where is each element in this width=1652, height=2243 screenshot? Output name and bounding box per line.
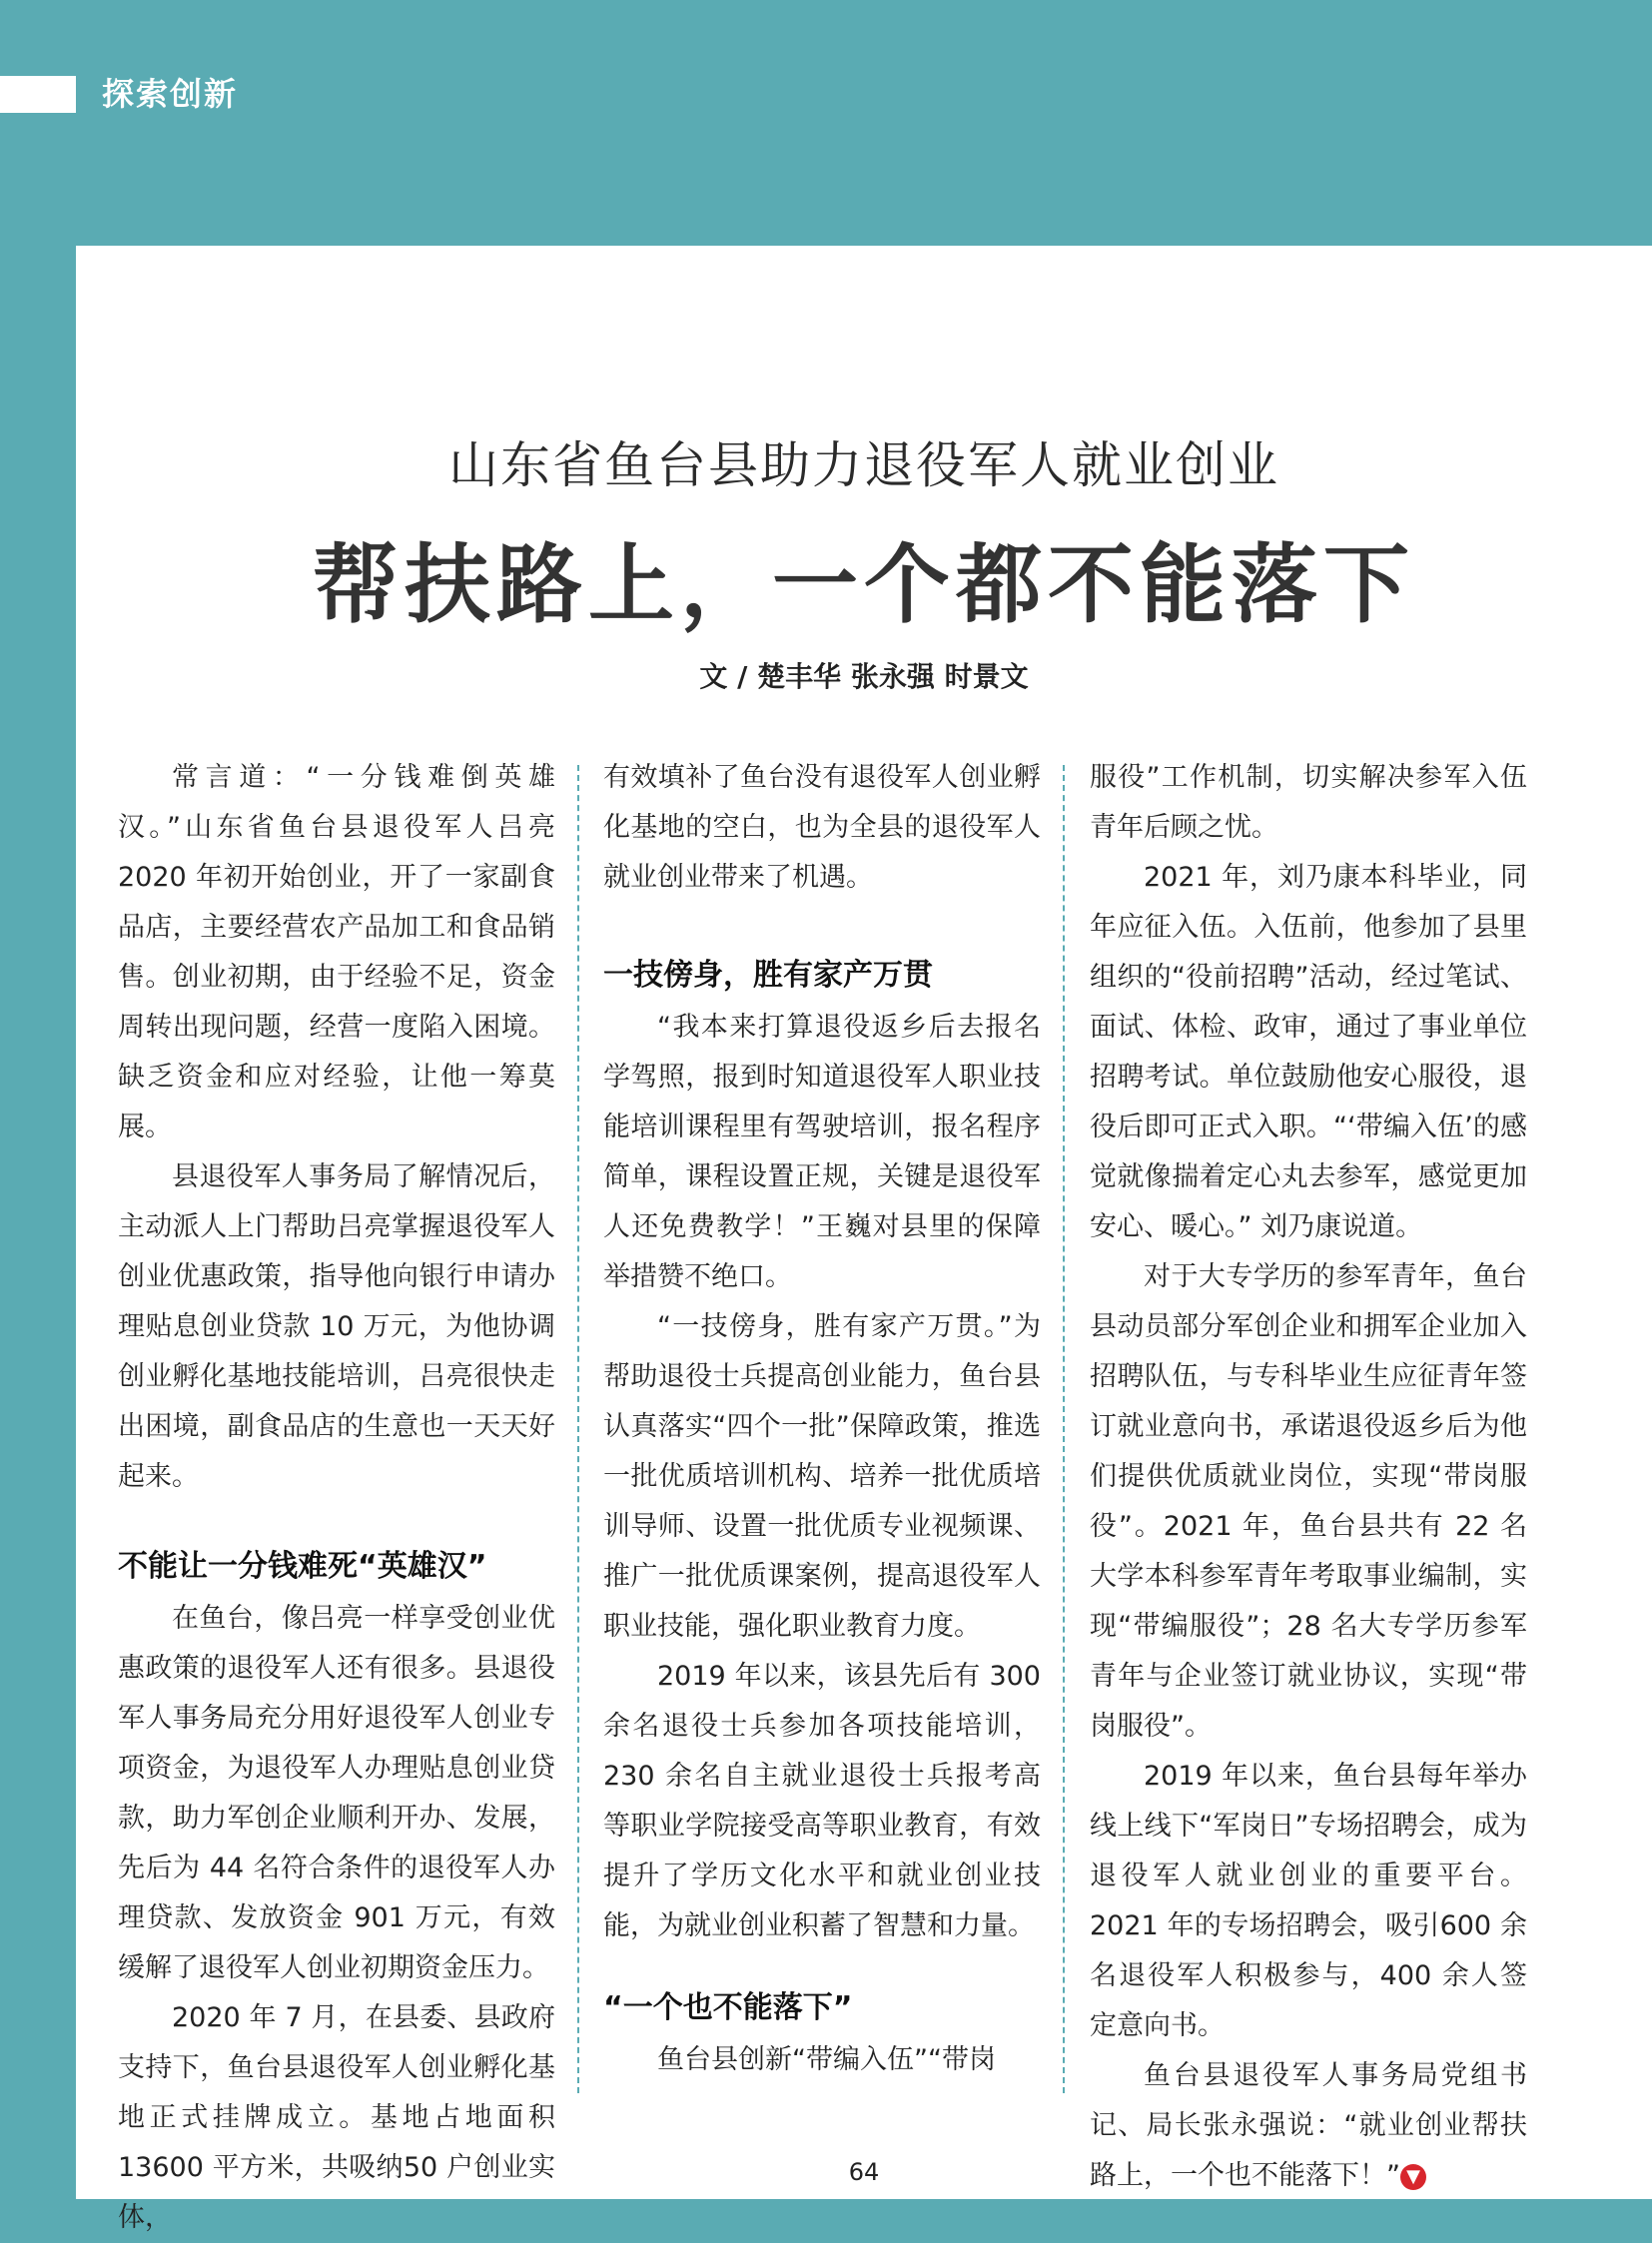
section-heading: 一技傍身，胜有家产万贯 <box>603 958 933 993</box>
paragraph: 2019 年以来，鱼台县每年举办线上线下“军岗日”专场招聘会，成为退役军人就业创业的重要平台。2021 年的专场招聘会，吸引600 余名退役军人积极参与，400 余人签定意向书。 <box>1090 1761 1527 2041</box>
paragraph: 2021 年，刘乃康本科毕业，同年应征入伍。入伍前，他参加了县里组织的“役前招聘”活动，经过笔试、面试、体检、政审，通过了事业单位招聘考试。单位鼓励他安心服役，退役后即可正式入职。“‘带编入伍’的感觉就像揣着定心丸去参军，感觉更加安心、暖心。” 刘乃康说道。 <box>1090 862 1527 1242</box>
article-title: 帮扶路上，一个都不能落下 <box>313 535 1415 635</box>
end-mark-icon: ▼ <box>1400 2164 1426 2190</box>
section-heading: 不能让一分钱难死“英雄汉” <box>118 1549 487 1584</box>
column-1 <box>118 753 555 2243</box>
paragraph: 在鱼台，像吕亮一样享受创业优惠政策的退役军人还有很多。县退役军人事务局充分用好退役军人创业专项资金，为退役军人办理贴息创业贷款，助力军创企业顺利开办、发展，先后为 44 名符合条件的退役军人办理贷款、发放资金 901 万元，有效缓解了退役军人创业初期资金压力。 <box>118 1603 555 1983</box>
paragraph: 县退役军人事务局了解情况后，主动派人上门帮助吕亮掌握退役军人创业优惠政策，指导他向银行申请办理贴息创业贷款 10 万元，为他协调创业孵化基地技能培训，吕亮很快走出困境，副食品店的生意也一天天好起来。 <box>118 1161 555 1492</box>
paragraph: 常言道：“一分钱难倒英雄汉。”山东省鱼台县退役军人吕亮 2020 年初开始创业，开了一家副食品店，主要经营农产品加工和食品销售。创业初期，由于经验不足，资金周转出现问题，经营一度陷入困境。缺乏资金和应对经验，让他一筹莫展。 <box>118 762 555 1142</box>
paragraph: “我本来打算退役返乡后去报名学驾照，报到时知道退役军人职业技能培训课程里有驾驶培训，报名程序简单，课程设置正规，关键是退役军人还免费教学！”王巍对县里的保障举措赞不绝口。 <box>603 1012 1041 1292</box>
column-3 <box>1090 753 1527 2201</box>
paragraph: 有效填补了鱼台没有退役军人创业孵化基地的空白，也为全县的退役军人就业创业带来了机遇。 <box>603 762 1041 893</box>
column-divider <box>1063 765 1065 2093</box>
paragraph: 2019 年以来，该县先后有 300 余名退役士兵参加各项技能培训，230 余名自主就业退役士兵报考高等职业学院接受高等职业教育，有效提升了学历文化水平和就业创业技能，为就业创业积蓄了智慧和力量。 <box>603 1661 1041 1941</box>
paragraph: 对于大专学历的参军青年，鱼台县动员部分军创企业和拥军企业加入招聘队伍，与专科毕业生应征青年签订就业意向书，承诺退役返乡后为他们提供优质就业岗位，实现“带岗服役”。2021 年，鱼台县共有 22 名大学本科参军青年考取事业编制，实现“带编服役”；28 名大专学历参军青年与企业签订就业协议，实现“带岗服役”。 <box>1090 1261 1527 1742</box>
page-number: 64 <box>848 2158 880 2186</box>
column-2 <box>603 753 1041 2085</box>
paragraph: “一技傍身，胜有家产万贯。”为帮助退役士兵提高创业能力，鱼台县认真落实“四个一批”保障政策，推选一批优质培训机构、培养一批优质培训导师、设置一批优质专业视频课、推广一批优质课案例，提高退役军人职业技能，强化职业教育力度。 <box>603 1311 1041 1642</box>
article-byline: 文 / 楚丰华 张永强 时景文 <box>699 660 1029 693</box>
paragraph: 服役”工作机制，切实解决参军入伍青年后顾之忧。 <box>1090 762 1527 843</box>
section-heading: “一个也不能落下” <box>603 1990 853 2025</box>
paragraph: 2020 年 7 月，在县委、县政府支持下，鱼台县退役军人创业孵化基地正式挂牌成立。基地占地面积13600 平方米，共吸纳50 户创业实体， <box>118 2002 555 2233</box>
article-subtitle: 山东省鱼台县助力退役军人就业创业 <box>448 436 1279 494</box>
paragraph-text: 鱼台县退役军人事务局党组书记、局长张永强说：“就业创业帮扶路上，一个也不能落下！” <box>1090 2060 1527 2191</box>
article-page <box>76 246 1652 2233</box>
paragraph: 鱼台县创新“带编入伍”“带岗 <box>657 2044 996 2075</box>
column-divider <box>577 765 579 2093</box>
section-label: 探索创新 <box>102 75 239 113</box>
section-tab-marker <box>0 76 76 113</box>
